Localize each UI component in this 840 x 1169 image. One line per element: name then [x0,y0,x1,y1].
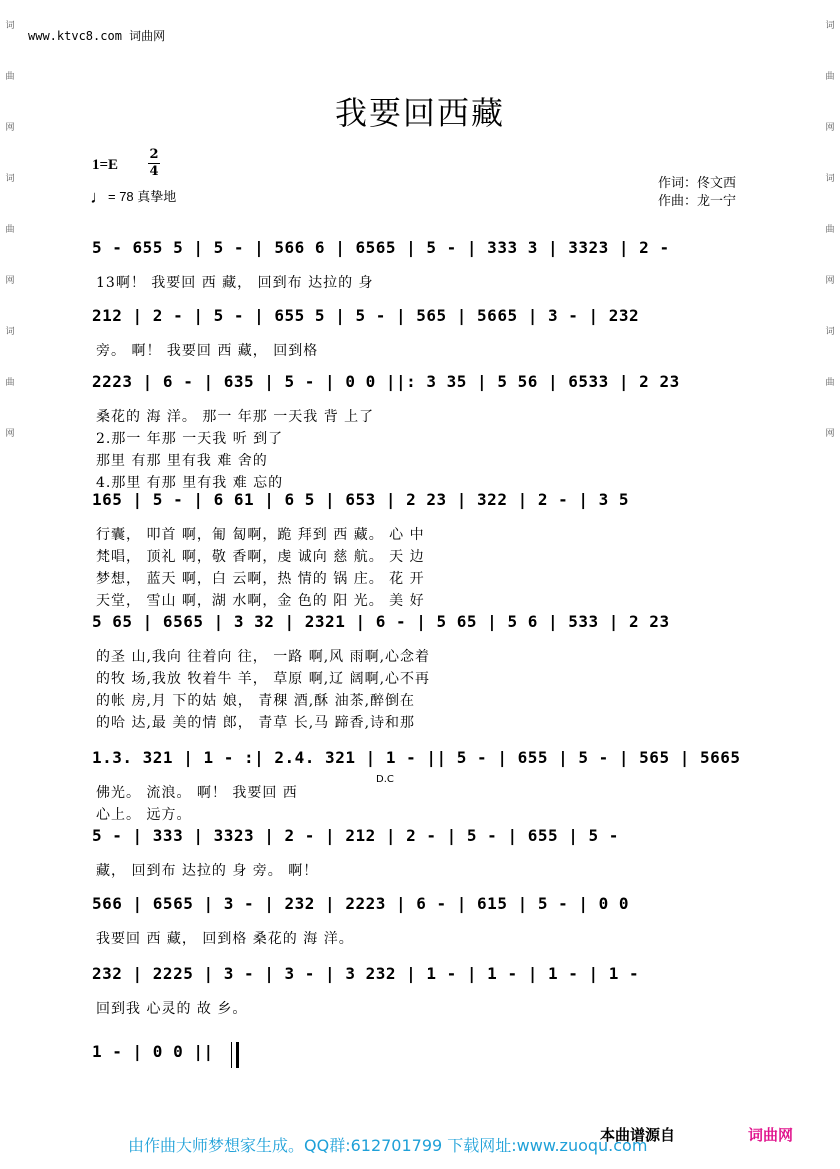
final-barline-thick [236,1042,239,1068]
lyric-line: 的圣 山,我向 往着向 往， 一路 啊,风 雨啊,心念着 [96,649,431,665]
brand-logo-text: 词曲网 [748,1126,794,1144]
lyric-line: 旁。 啊！ 我要回 西 藏， 回到格 [96,343,319,359]
lyric-line: 心上。 远方。 [96,807,192,823]
lyric-line: 梦想， 蓝天 啊，白 云啊，热 情的 锅 庄。 花 开 [96,571,425,587]
key-signature: 1=E [92,157,119,173]
lyric-line: 藏， 回到布 达拉的 身 旁。 啊！ [96,863,319,879]
notation-row: 2223 | 6 - | 635 | 5 - | 0 0 ||: 3 35 | 5 56 | 6533 | 2 23 [92,372,680,391]
lyric-line: 行囊， 叩首 啊，匍 匐啊，跪 拜到 西 藏。 心 中 [96,527,425,543]
lyricist-credit: 作词：佟文西 [658,176,737,191]
notation-row: 232 | 2225 | 3 - | 3 - | 3 232 | 1 - | 1 - | 1 - | 1 - [92,964,640,983]
time-signature-bottom: 4 [149,164,159,179]
lyric-line: 的牧 场,我放 牧着牛 羊， 草原 啊,辽 阔啊,心不再 [96,671,431,687]
source-label: 本曲谱源自 [600,1126,676,1144]
lyric-line: 我要回 西 藏， 回到格 桑花的 海 洋。 [96,931,354,947]
lyric-line: 13啊！ 我要回 西 藏， 回到布 达拉的 身 [96,275,374,291]
lyric-line: 天堂， 雪山 啊，湖 水啊，金 色的 阳 光。 美 好 [96,593,425,609]
composer-credit: 作曲：龙一宁 [658,194,737,209]
side-watermark-right: 词 曲 网 词 曲 网 词 曲 网 [825,21,835,439]
side-watermark-left: 词 曲 网 词 曲 网 词 曲 网 [5,21,15,439]
lyric-line: 4.那里 有那 里有我 难 忘的 [96,475,284,491]
tempo-marking [90,186,176,208]
notation-row: 1 - | 0 0 || [92,1042,214,1061]
notation-row: 5 - 655 5 | 5 - | 566 6 | 6565 | 5 - | 333 3 | 3323 | 2 - [92,238,670,257]
lyric-line: 的帐 房,月 下的姑 娘， 青稞 酒,酥 油茶,醉倒在 [96,693,416,709]
notation-row: 566 | 6565 | 3 - | 232 | 2223 | 6 - | 615 | 5 - | 0 0 [92,894,630,913]
lyric-line: 桑花的 海 洋。 那一 年那 一天我 背 上了 [96,409,375,425]
lyric-line: 的哈 达,最 美的情 郎， 青草 长,马 蹄香,诗和那 [96,715,416,731]
lyric-line: 佛光。 流浪。 啊！ 我要回 西 [96,785,298,801]
time-signature [148,148,160,179]
footer-generator-text: 由作曲大师梦想家生成。QQ群:612701799 下载网址:www.zuoqu.com [128,1136,648,1155]
final-barline-thin [231,1042,232,1068]
notation-row: 1.3. 321 | 1 - :| 2.4. 321 | 1 - || 5 - | 655 | 5 - | 565 | 5665 [92,748,741,767]
lyric-line: 梵唱， 顶礼 啊，敬 香啊，虔 诚向 慈 航。 天 边 [96,549,425,565]
notation-row: 5 - | 333 | 3323 | 2 - | 212 | 2 - | 5 - | 655 | 5 - [92,826,619,845]
time-signature-top: 2 [149,147,159,162]
lyric-line: 2.那一 年那 一天我 听 到了 [96,431,284,447]
website-url: www.ktvc8.com 词曲网 [28,29,166,43]
notation-row: 165 | 5 - | 6 61 | 6 5 | 653 | 2 23 | 322 | 2 - | 3 5 [92,490,630,509]
notation-row: 212 | 2 - | 5 - | 655 5 | 5 - | 565 | 5665 | 3 - | 232 [92,306,640,325]
dc-mark: D.C [376,774,394,785]
quarter-note-icon: ♩ [90,187,108,207]
notation-row: 5 65 | 6565 | 3 32 | 2321 | 6 - | 5 65 | 5 6 | 533 | 2 23 [92,612,670,631]
page-title: 我要回西藏 [334,94,505,132]
lyric-line: 那里 有那 里有我 难 舍的 [96,453,268,469]
tempo-text: = 78 真挚地 [108,189,177,204]
lyric-line: 回到我 心灵的 故 乡。 [96,1001,248,1017]
